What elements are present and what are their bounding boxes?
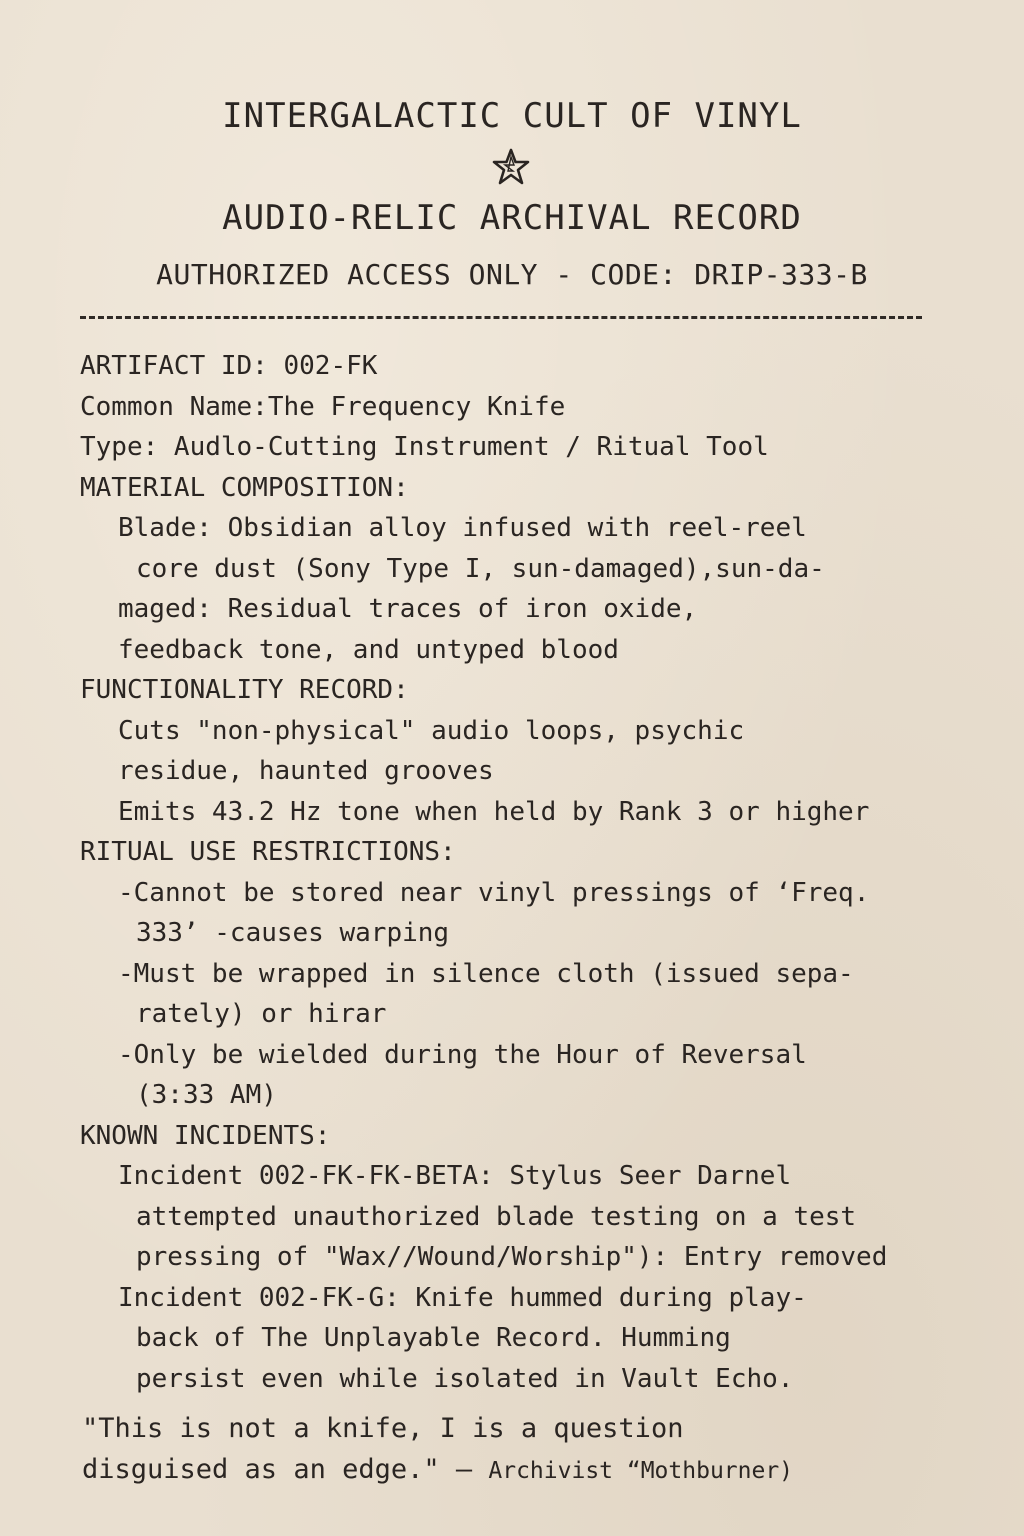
incident-line: persist even while isolated in Vault Echo. — [136, 1363, 794, 1394]
material-line: maged: Residual traces of iron oxide, — [118, 594, 698, 624]
restriction-line: -Must be wrapped in silence cloth (issued sepa- — [118, 958, 854, 989]
artifact-id: ARTIFACT ID: 002-FK — [80, 351, 378, 381]
restrictions-heading: RITUAL USE RESTRICTIONS: — [80, 837, 456, 867]
quote-line: "This is not a knife, I is a question — [82, 1413, 684, 1444]
restriction-line: -Cannot be stored near vinyl pressings of ‘Freq. — [118, 877, 870, 908]
incident-line: Incident 002-FK-FK-BETA: Stylus Seer Darnel — [118, 1161, 792, 1191]
functionality-line: residue, haunted grooves — [118, 756, 494, 786]
material-heading: MATERIAL COMPOSITION: — [80, 472, 409, 503]
incident-line: Incident 002-FK-G: Knife hummed during play- — [118, 1282, 807, 1313]
access-code-line: AUTHORIZED ACCESS ONLY - CODE: DRIP-333-B — [156, 258, 868, 291]
restriction-line: -Only be wielded during the Hour of Reversal — [118, 1039, 807, 1070]
incident-line: pressing of "Wax//Wound/Worship"): Entry removed — [136, 1242, 888, 1272]
pentagram-star-icon — [491, 147, 531, 187]
incident-line: back of The Unplayable Record. Humming — [136, 1323, 731, 1353]
restriction-line: 333’ -causes warping — [136, 918, 450, 948]
quote-attribution: Archivist “Mothburner) — [488, 1457, 794, 1484]
record-body — [80, 346, 1000, 1399]
restriction-line: (3:33 AM) — [136, 1080, 277, 1110]
incidents-heading: KNOWN INCIDENTS: — [80, 1120, 331, 1151]
closing-quote — [82, 1408, 1002, 1489]
artifact-common-name: Common Name:The Frequency Knife — [80, 391, 566, 422]
material-line: Blade: Obsidian alloy infused with reel-reel — [118, 513, 807, 543]
functionality-line: Cuts "non-physical" audio loops, psychic — [118, 715, 745, 746]
document-subtitle: AUDIO-RELIC ARCHIVAL RECORD — [222, 198, 802, 238]
material-line: core dust (Sony Type I, sun-damaged),sun-da- — [136, 553, 825, 584]
artifact-type: Type: Audlo-Cutting Instrument / Ritual Tool — [80, 432, 769, 462]
functionality-line: Emits 43.2 Hz tone when held by Rank 3 or higher — [118, 796, 870, 827]
document-title: INTERGALACTIC CULT OF VINYL — [222, 96, 802, 136]
quote-text: disguised as an edge." – — [82, 1453, 489, 1485]
functionality-heading: FUNCTIONALITY RECORD: — [80, 675, 409, 705]
material-line: feedback tone, and untyped blood — [118, 634, 619, 665]
quote-line-with-attribution — [82, 1449, 1002, 1490]
dashed-divider — [80, 316, 922, 319]
incident-line: attempted unauthorized blade testing on a test — [136, 1201, 857, 1232]
restriction-line: rately) or hirar — [136, 999, 387, 1029]
